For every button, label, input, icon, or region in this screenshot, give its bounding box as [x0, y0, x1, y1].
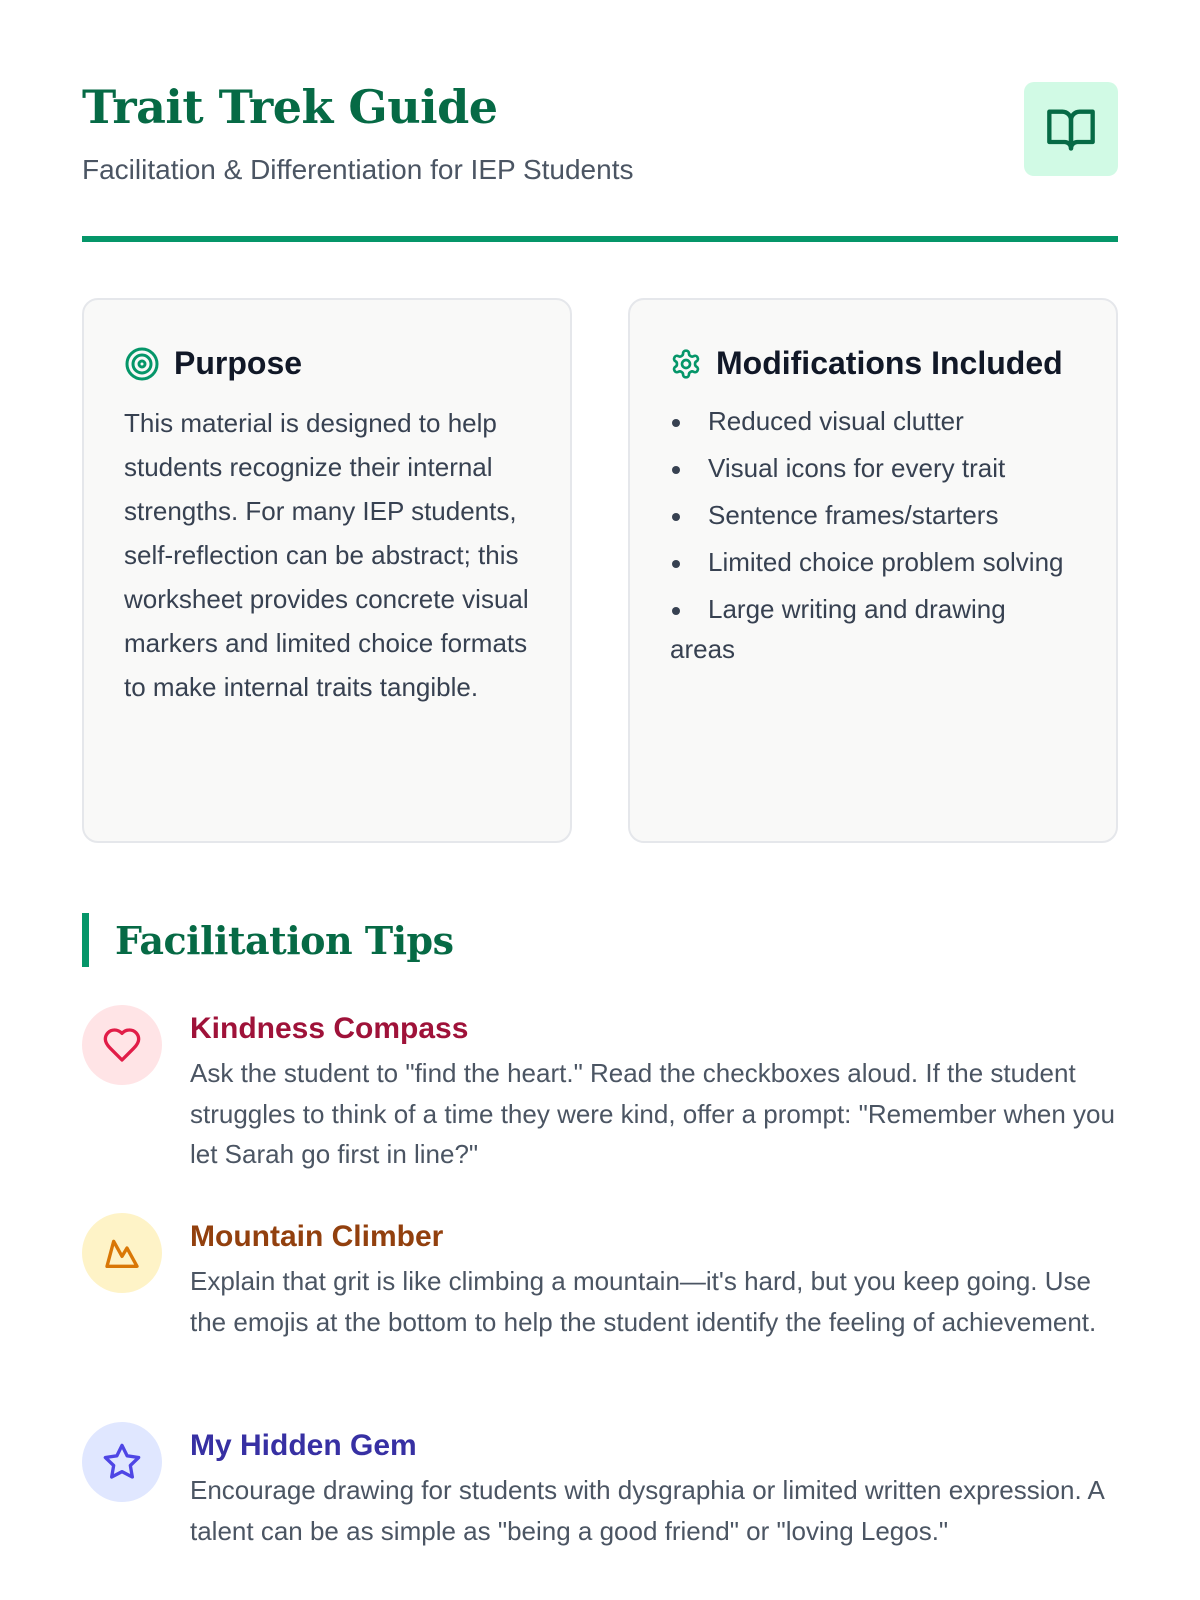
tip-text: Ask the student to "find the heart." Read the checkboxes aloud. If the student struggles to think of a time they were kind, offer a prompt: "Remember when you let Sarah go first in line?": [190, 1058, 1115, 1169]
tip-kindness-compass: [82, 1005, 1118, 1175]
tip-title: Kindness Compass: [190, 1012, 469, 1045]
tip-title: Mountain Climber: [190, 1220, 444, 1253]
tip-body: [190, 1422, 1118, 1551]
bullet-dot: [672, 513, 680, 521]
star-icon: [102, 1442, 142, 1482]
bullet-dot: [672, 419, 680, 427]
purpose-card-header: [124, 340, 530, 387]
purpose-card: [82, 298, 572, 843]
book-open-icon: [1045, 103, 1097, 155]
tip-body: [190, 1005, 1118, 1175]
heart-icon: [102, 1025, 142, 1065]
header-divider: [82, 236, 1118, 242]
tip-text: Encourage drawing for students with dysgraphia or limited written expression. A talent can be as simple as "being a good friend" or "loving Legos.": [190, 1475, 1104, 1546]
bullet-dot: [672, 466, 680, 474]
purpose-text: This material is designed to help students recognize their internal strengths. For many IEP students, self-reflection can be abstract; this worksheet provides concrete visual markers and limited choice formats to make internal traits tangible.: [124, 408, 529, 702]
tip-text: Explain that grit is like climbing a mountain—it's hard, but you keep going. Use the emojis at the bottom to help the student identify the feeling of achievement.: [190, 1266, 1097, 1337]
modifications-card: [628, 298, 1118, 843]
section-title: Facilitation Tips: [115, 917, 454, 963]
bullet-dot: [672, 607, 680, 615]
tip-body: [190, 1213, 1118, 1342]
page-title: Trait Trek Guide: [82, 80, 498, 134]
mountain-icon: [102, 1233, 142, 1273]
tip-my-hidden-gem: [82, 1422, 1118, 1551]
tip-mountain-climber: [82, 1213, 1118, 1342]
list-item: Visual icons for every trait: [670, 448, 1076, 488]
gear-icon: [670, 348, 702, 380]
list-item: Large writing and drawing areas: [670, 594, 1006, 664]
tip-icon-circle: [82, 1213, 162, 1293]
modifications-list: [670, 401, 1076, 669]
bullet-dot: [672, 560, 680, 568]
modifications-card-header: [670, 340, 1076, 387]
book-badge: [1024, 82, 1118, 176]
section-heading: [82, 913, 454, 967]
list-item: Limited choice problem solving: [670, 542, 1076, 582]
tip-title: My Hidden Gem: [190, 1429, 417, 1462]
list-item: Reduced visual clutter: [670, 401, 1076, 441]
list-item: Sentence frames/starters: [670, 495, 1076, 535]
page-header: [82, 0, 1118, 242]
purpose-title: Purpose: [174, 345, 303, 381]
tip-icon-circle: [82, 1005, 162, 1085]
target-icon: [124, 346, 160, 382]
info-cards: [82, 298, 1118, 843]
modifications-title: Modifications Included: [716, 345, 1063, 381]
tip-icon-circle: [82, 1422, 162, 1502]
page-subtitle: Facilitation & Differentiation for IEP Students: [82, 154, 634, 185]
